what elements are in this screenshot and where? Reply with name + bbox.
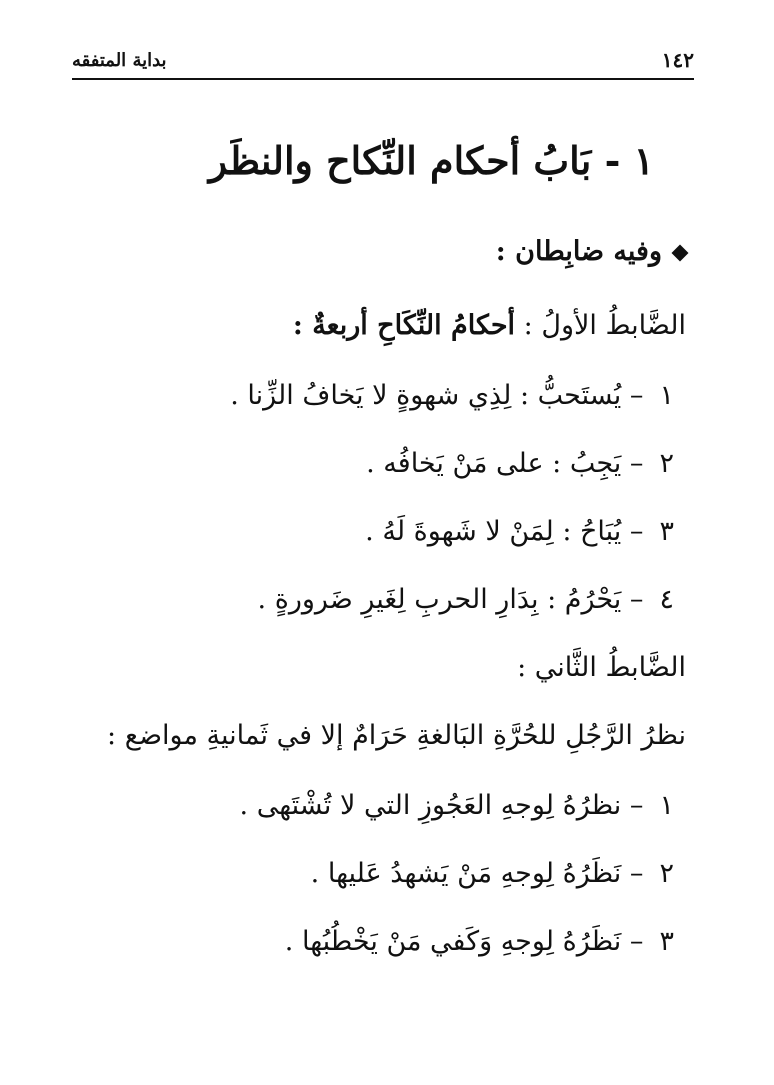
item-text: – يَجِبُ : على مَنْ يَخافُه .	[366, 448, 644, 479]
item-text: – نظرُهُ لِوجهِ العَجُوزِ التي لا تُشْتَهى .	[239, 790, 644, 821]
rule-one-label: الضَّابطُ الأولُ :	[523, 310, 686, 341]
item-number: ٤	[659, 584, 674, 615]
rule-two-label: الضَّابطُ الثَّاني :	[517, 652, 686, 683]
list-item	[230, 380, 674, 411]
bullet-icon	[672, 244, 689, 261]
list-item	[366, 448, 674, 479]
list-item	[311, 858, 674, 889]
list-item	[365, 516, 674, 547]
item-number: ١	[659, 380, 674, 411]
list-item	[258, 584, 674, 615]
item-text: – يَحْرُمُ : بِدَارِ الحربِ لِغَيرِ ضَرورةٍ .	[257, 584, 644, 615]
item-number: ١	[659, 790, 674, 821]
page-number: ١٤٢	[661, 48, 694, 72]
list-item	[240, 790, 674, 821]
rule-two-text: نظرُ الرَّجُلِ للحُرَّةِ البَالغةِ حَرَامٌ إلا في ثَمانيةِ مواضع :	[107, 720, 686, 751]
intro-line	[496, 236, 686, 267]
item-text: – يُستَحبُّ : لِذِي شهوةٍ لا يَخافُ الزِّنا .	[230, 380, 644, 411]
page-header	[72, 40, 694, 80]
rule-one-title: أحكامُ النِّكَاحِ أربعةٌ :	[292, 310, 516, 341]
item-text: – يُبَاحُ : لِمَنْ لا شَهوةَ لَهُ .	[365, 516, 644, 547]
running-title: بداية المتفقه	[72, 50, 167, 71]
item-number: ٣	[659, 516, 674, 547]
intro-text: وفيه ضابِطان :	[495, 236, 662, 267]
item-number: ٣	[659, 926, 674, 957]
chapter-title: ١ - بَابُ أحكام النِّكاح والنظَر	[208, 138, 654, 183]
rule-one-heading	[293, 310, 686, 341]
item-number: ٢	[659, 448, 674, 479]
item-number: ٢	[659, 858, 674, 889]
list-item	[285, 926, 674, 957]
item-text: – نَظَرُهُ لِوجهِ مَنْ يَشهدُ عَليها .	[310, 858, 644, 889]
item-text: – نَظَرُهُ لِوجهِ وَكَفي مَنْ يَخْطُبُها .	[284, 926, 644, 957]
